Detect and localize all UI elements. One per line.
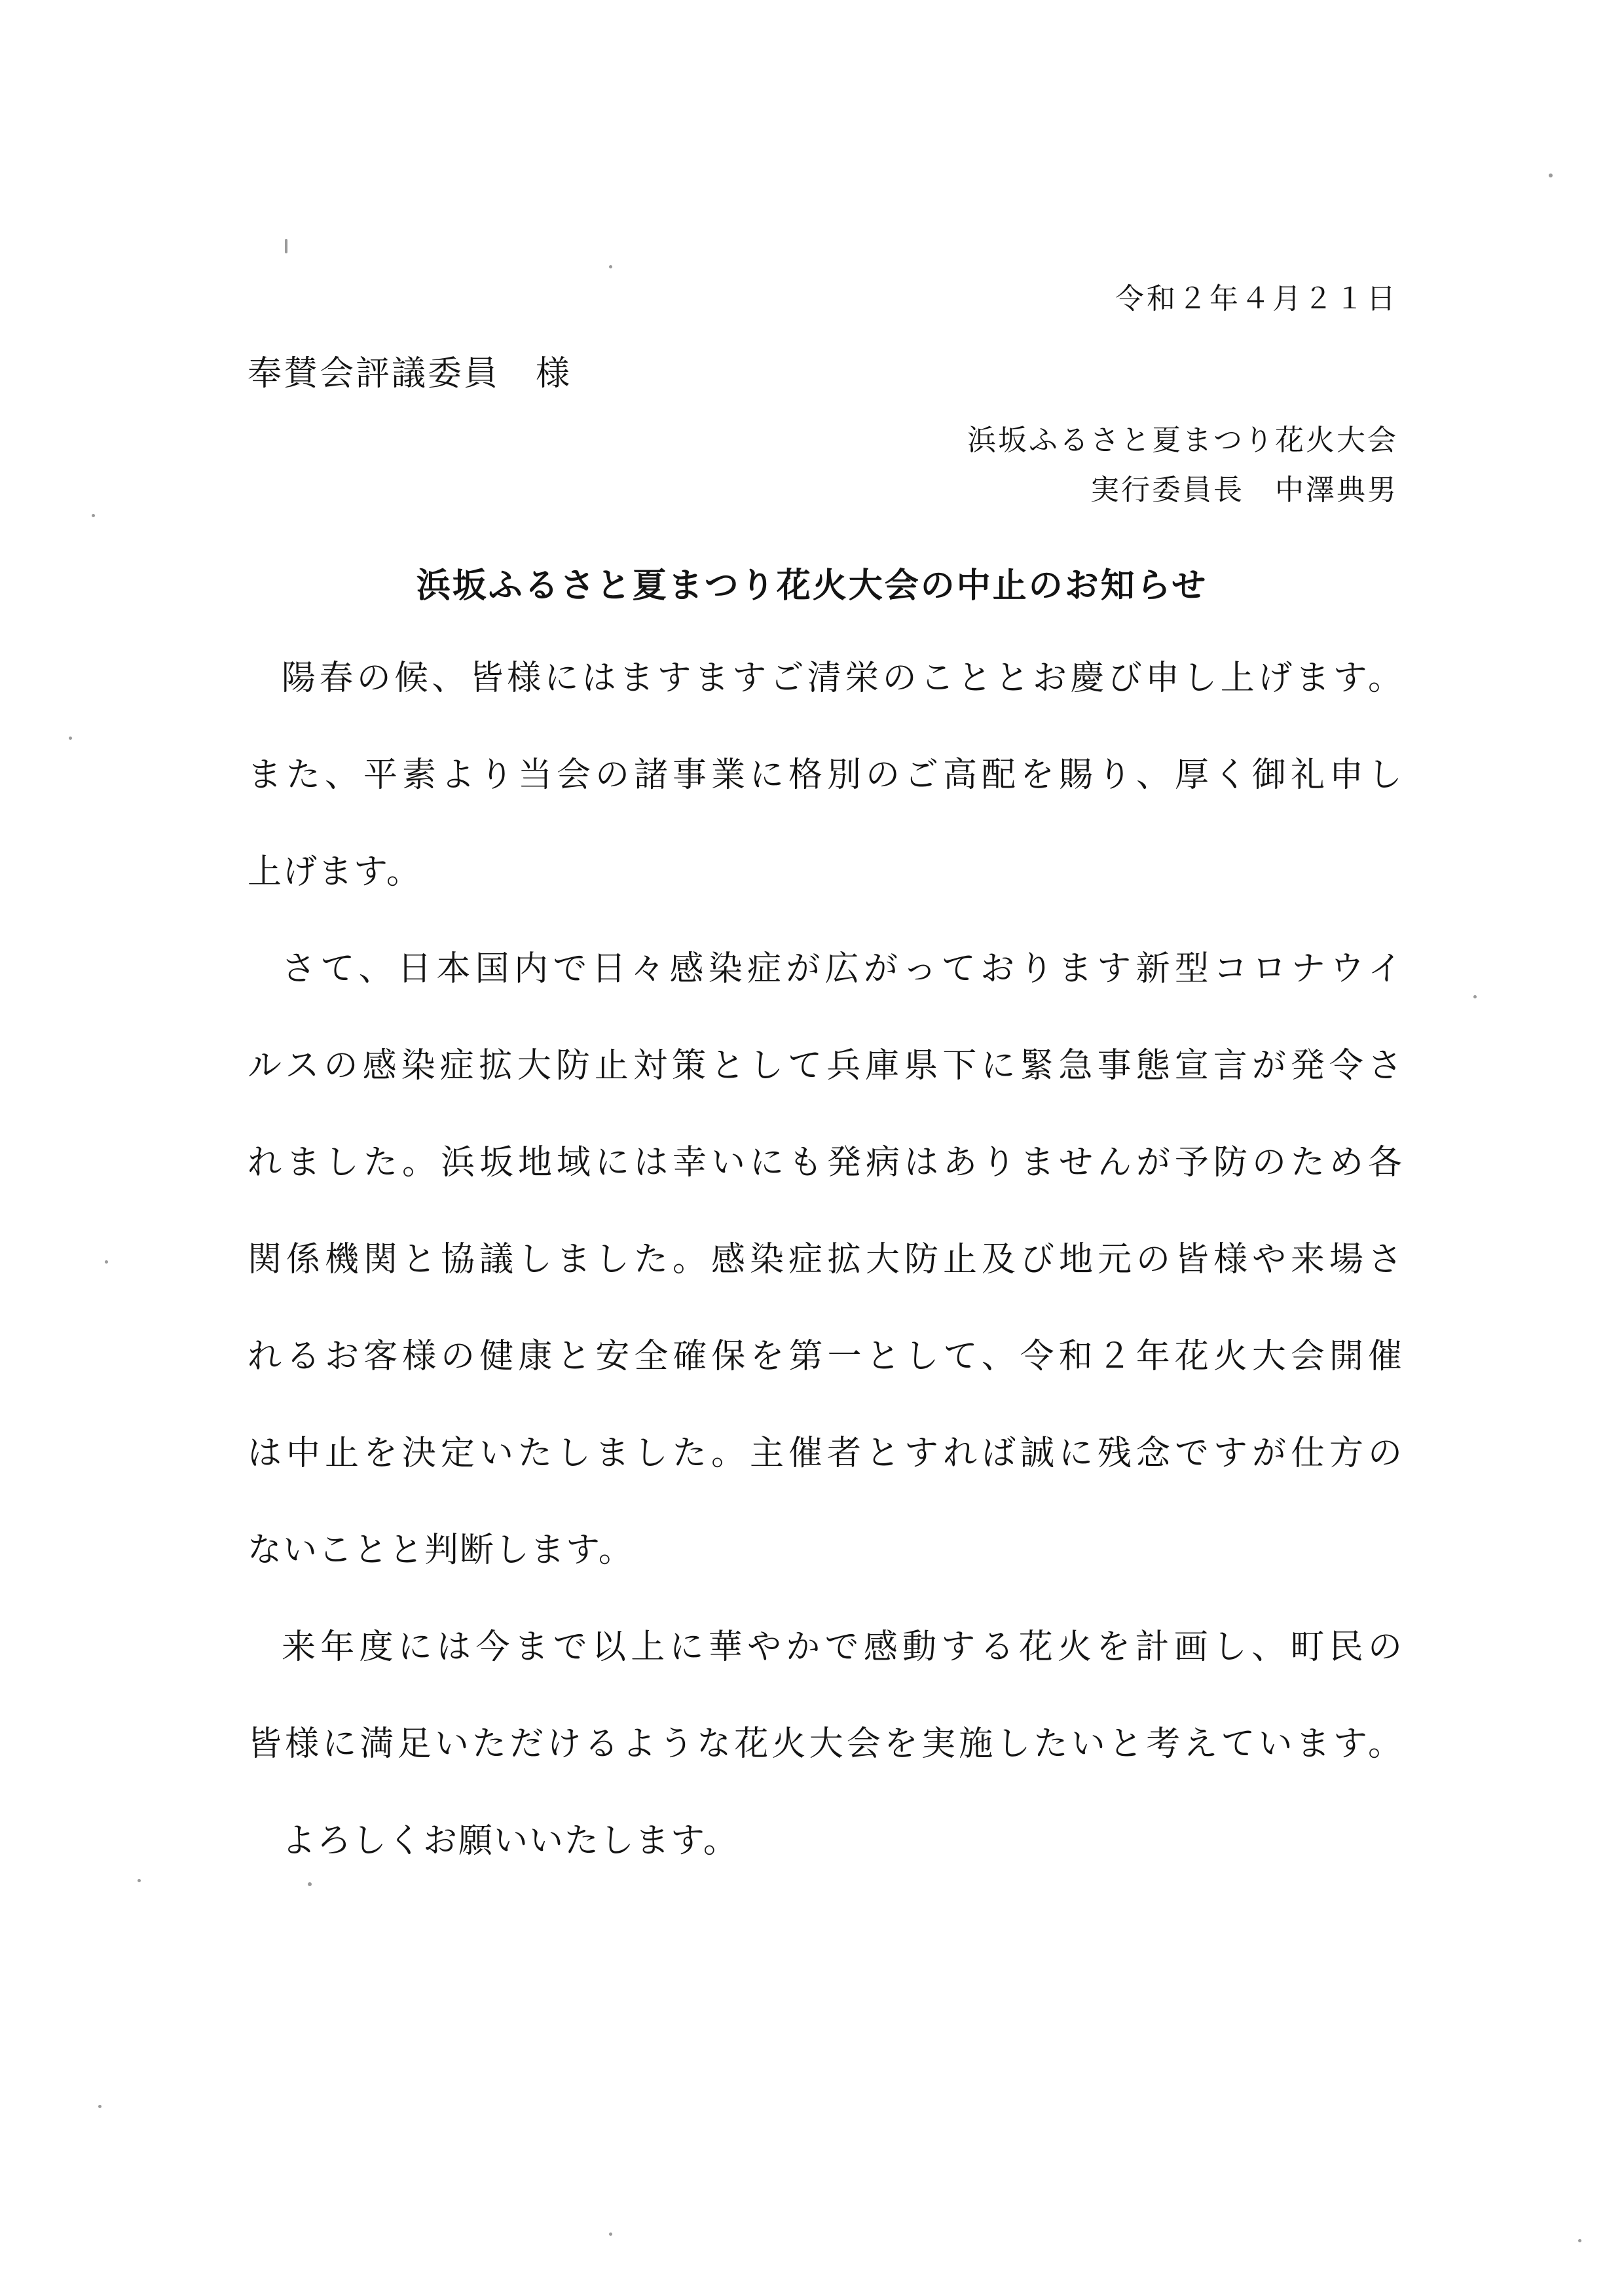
scan-speck (105, 1260, 108, 1264)
body-line: 関係機関と協議しました。感染症拡大防止及び地元の皆様や来場さ (248, 1240, 1403, 1279)
body-line: よろしくお願いいたします。 (282, 1821, 739, 1861)
body-line: さて、日本国内で日々感染症が広がっております新型コロナウイ (282, 949, 1403, 989)
scan-speck (92, 514, 95, 517)
scan-speck (1549, 173, 1553, 177)
scan-speck (308, 1882, 312, 1886)
body-line: また、平素より当会の諸事業に格別のご高配を賜り、厚く御礼申し (248, 756, 1403, 795)
body-line: 皆様に満足いただけるような花火大会を実施したいと考えています。 (248, 1724, 1403, 1764)
body-line: 来年度には今まで以上に華やかで感動する花火を計画し、町民の (282, 1628, 1403, 1667)
scan-speck (69, 737, 72, 740)
scan-speck (285, 239, 287, 253)
body-line: は中止を決定いたしました。主催者とすれば誠に残念ですが仕方の (248, 1434, 1403, 1473)
scan-speck (609, 265, 612, 268)
body-line: 陽春の候、皆様にはますますご清栄のこととお慶び申し上げます。 (282, 659, 1403, 698)
sender-organization: 浜坂ふるさと夏まつり花火大会 (967, 424, 1398, 457)
letter-body (248, 630, 1403, 1889)
scan-speck (1473, 995, 1477, 998)
addressee: 奉賛会評議委員 様 (248, 354, 572, 393)
body-line: れるお客様の健康と安全確保を第一として、令和２年花火大会開催 (248, 1337, 1403, 1376)
sender-block (967, 416, 1398, 515)
body-line: ルスの感染症拡大防止対策として兵庫県下に緊急事態宣言が発令さ (248, 1046, 1403, 1085)
letter-title: 浜坂ふるさと夏まつり花火大会の中止のお知らせ (416, 566, 1208, 606)
scan-speck (98, 2105, 101, 2108)
scan-speck (1578, 2239, 1581, 2242)
body-line: れました。浜坂地域には幸いにも発病はありませんが予防のため各 (248, 1143, 1403, 1182)
body-line: ないことと判断します。 (248, 1531, 634, 1570)
scan-speck (138, 1879, 141, 1882)
body-line: 上げます。 (248, 852, 422, 892)
sender-role-and-name: 実行委員長 中澤典男 (1090, 473, 1398, 507)
letter-date: 令和２年４月２１日 (1115, 282, 1398, 316)
scan-speck (609, 2232, 612, 2236)
